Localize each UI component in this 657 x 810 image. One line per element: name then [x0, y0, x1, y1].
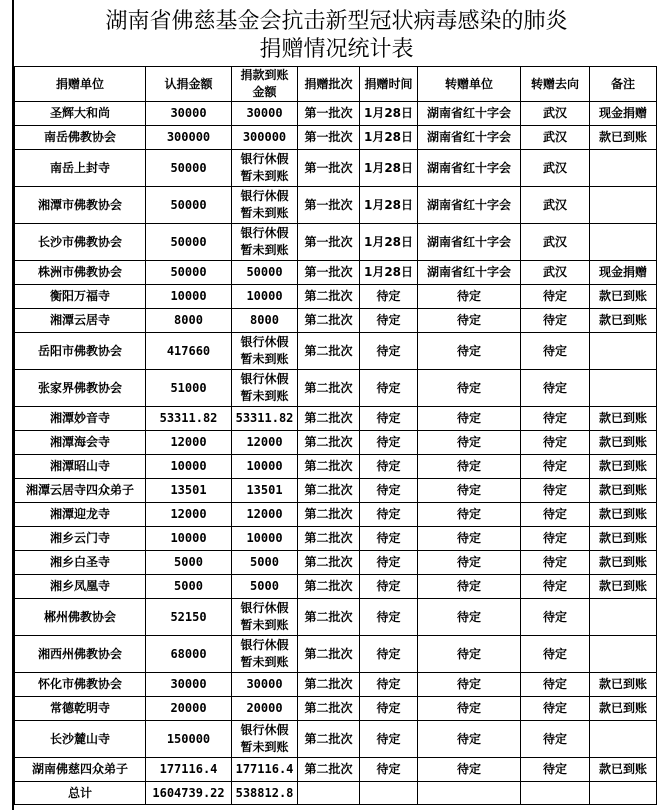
donor-cell: 岳阳市佛教协会 — [15, 333, 146, 370]
pledged-amount-cell: 20000 — [146, 697, 232, 721]
remark-cell: 现金捐赠 — [590, 261, 657, 285]
received-amount-cell: 30000 — [232, 102, 298, 126]
pledged-amount-cell: 8000 — [146, 309, 232, 333]
total-row — [15, 782, 657, 805]
donation-date-cell: 待定 — [360, 455, 418, 479]
donor-cell: 湖南佛慈四众弟子 — [15, 758, 146, 782]
table-row — [15, 333, 657, 370]
table-row — [15, 479, 657, 503]
table-row — [15, 224, 657, 261]
recipient-cell: 待定 — [418, 721, 521, 758]
donor-cell: 湘乡凤凰寺 — [15, 575, 146, 599]
destination-cell: 待定 — [521, 479, 590, 503]
table-row — [15, 636, 657, 673]
donation-date-cell: 待定 — [360, 599, 418, 636]
destination-cell: 武汉 — [521, 224, 590, 261]
pledged-amount-cell: 50000 — [146, 261, 232, 285]
donation-date-cell: 待定 — [360, 758, 418, 782]
table-row — [15, 187, 657, 224]
remark-cell: 款已到账 — [590, 479, 657, 503]
received-amount-cell: 5000 — [232, 551, 298, 575]
donor-cell: 湘潭昭山寺 — [15, 455, 146, 479]
donor-cell: 湘潭云居寺 — [15, 309, 146, 333]
batch-cell: 第二批次 — [298, 599, 360, 636]
batch-cell: 第一批次 — [298, 126, 360, 150]
pledged-amount-cell: 150000 — [146, 721, 232, 758]
destination-cell: 待定 — [521, 575, 590, 599]
pledged-amount-cell: 1604739.22 — [146, 782, 232, 805]
pledged-amount-cell: 53311.82 — [146, 407, 232, 431]
donor-cell: 湘潭妙音寺 — [15, 407, 146, 431]
donation-date-cell: 1月28日 — [360, 102, 418, 126]
remark-cell: 款已到账 — [590, 126, 657, 150]
recipient-cell: 待定 — [418, 551, 521, 575]
donor-cell: 衡阳万福寺 — [15, 285, 146, 309]
destination-cell: 武汉 — [521, 150, 590, 187]
pledged-amount-cell: 13501 — [146, 479, 232, 503]
table-row — [15, 261, 657, 285]
received-amount-cell: 10000 — [232, 285, 298, 309]
document-page — [12, 0, 657, 810]
table-row — [15, 758, 657, 782]
received-amount-cell: 10000 — [232, 527, 298, 551]
pledged-amount-cell: 300000 — [146, 126, 232, 150]
table-row — [15, 721, 657, 758]
donation-date-cell: 待定 — [360, 551, 418, 575]
batch-cell: 第一批次 — [298, 187, 360, 224]
pledged-amount-cell: 10000 — [146, 455, 232, 479]
destination-cell: 待定 — [521, 673, 590, 697]
pledged-amount-cell: 30000 — [146, 673, 232, 697]
destination-cell: 待定 — [521, 551, 590, 575]
recipient-cell: 待定 — [418, 673, 521, 697]
donor-cell: 怀化市佛教协会 — [15, 673, 146, 697]
remark-cell: 款已到账 — [590, 431, 657, 455]
table-header-row — [15, 67, 657, 102]
donor-cell: 湘潭海会寺 — [15, 431, 146, 455]
destination-cell: 待定 — [521, 758, 590, 782]
donation-date-cell: 1月28日 — [360, 261, 418, 285]
destination-cell: 待定 — [521, 285, 590, 309]
recipient-cell: 待定 — [418, 479, 521, 503]
destination-cell: 待定 — [521, 599, 590, 636]
batch-cell: 第二批次 — [298, 285, 360, 309]
recipient-cell: 待定 — [418, 575, 521, 599]
recipient-cell: 待定 — [418, 527, 521, 551]
destination-cell: 待定 — [521, 636, 590, 673]
destination-cell: 待定 — [521, 370, 590, 407]
remark-cell: 款已到账 — [590, 575, 657, 599]
donor-cell: 湘西州佛教协会 — [15, 636, 146, 673]
recipient-cell: 待定 — [418, 370, 521, 407]
batch-cell: 第二批次 — [298, 575, 360, 599]
table-row — [15, 285, 657, 309]
remark-cell: 款已到账 — [590, 758, 657, 782]
destination-cell: 待定 — [521, 431, 590, 455]
donation-date-cell: 待定 — [360, 285, 418, 309]
table-row — [15, 697, 657, 721]
received-amount-cell: 12000 — [232, 503, 298, 527]
batch-cell: 第二批次 — [298, 697, 360, 721]
recipient-cell: 湖南省红十字会 — [418, 126, 521, 150]
table-row — [15, 673, 657, 697]
donor-cell: 郴州佛教协会 — [15, 599, 146, 636]
donor-cell: 张家界佛教协会 — [15, 370, 146, 407]
recipient-cell: 待定 — [418, 758, 521, 782]
batch-cell: 第二批次 — [298, 503, 360, 527]
recipient-cell: 待定 — [418, 455, 521, 479]
column-header-remark: 备注 — [590, 67, 657, 102]
recipient-cell: 湖南省红十字会 — [418, 224, 521, 261]
recipient-cell: 待定 — [418, 599, 521, 636]
destination-cell: 待定 — [521, 503, 590, 527]
table-row — [15, 309, 657, 333]
received-amount-cell: 银行休假暂未到账 — [232, 599, 298, 636]
pledged-amount-cell: 5000 — [146, 575, 232, 599]
donor-cell: 株洲市佛教协会 — [15, 261, 146, 285]
table-row — [15, 575, 657, 599]
donor-cell: 湘潭市佛教协会 — [15, 187, 146, 224]
received-amount-cell: 银行休假暂未到账 — [232, 370, 298, 407]
title-line-1: 湖南省佛慈基金会抗击新型冠状病毒感染的肺炎 — [105, 9, 568, 34]
donation-date-cell — [360, 782, 418, 805]
donation-date-cell: 1月28日 — [360, 224, 418, 261]
total-label: 总计 — [15, 782, 146, 805]
destination-cell: 武汉 — [521, 126, 590, 150]
remark-cell: 款已到账 — [590, 285, 657, 309]
donation-date-cell: 待定 — [360, 479, 418, 503]
received-amount-cell: 银行休假暂未到账 — [232, 150, 298, 187]
batch-cell: 第一批次 — [298, 224, 360, 261]
remark-cell: 款已到账 — [590, 455, 657, 479]
destination-cell: 待定 — [521, 527, 590, 551]
donation-date-cell: 待定 — [360, 333, 418, 370]
remark-cell — [590, 370, 657, 407]
column-header-destination: 转赠去向 — [521, 67, 590, 102]
donation-date-cell: 1月28日 — [360, 187, 418, 224]
table-row — [15, 126, 657, 150]
recipient-cell: 待定 — [418, 697, 521, 721]
donor-cell: 湘潭云居寺四众弟子 — [15, 479, 146, 503]
remark-cell: 款已到账 — [590, 407, 657, 431]
batch-cell: 第二批次 — [298, 551, 360, 575]
destination-cell: 待定 — [521, 309, 590, 333]
destination-cell: 武汉 — [521, 187, 590, 224]
remark-cell — [590, 721, 657, 758]
pledged-amount-cell: 417660 — [146, 333, 232, 370]
destination-cell — [521, 782, 590, 805]
donation-date-cell: 1月28日 — [360, 150, 418, 187]
destination-cell: 待定 — [521, 697, 590, 721]
table-row — [15, 599, 657, 636]
remark-cell: 款已到账 — [590, 503, 657, 527]
received-amount-cell: 8000 — [232, 309, 298, 333]
batch-cell: 第二批次 — [298, 758, 360, 782]
donor-cell: 湘乡云门寺 — [15, 527, 146, 551]
table-row — [15, 431, 657, 455]
donation-date-cell: 待定 — [360, 431, 418, 455]
remark-cell — [590, 636, 657, 673]
donation-date-cell: 待定 — [360, 673, 418, 697]
donor-cell: 湘乡白圣寺 — [15, 551, 146, 575]
remark-cell: 现金捐赠 — [590, 102, 657, 126]
batch-cell — [298, 782, 360, 805]
donation-date-cell: 待定 — [360, 721, 418, 758]
donor-cell: 南岳上封寺 — [15, 150, 146, 187]
batch-cell: 第一批次 — [298, 102, 360, 126]
donor-cell: 南岳佛教协会 — [15, 126, 146, 150]
donation-date-cell: 待定 — [360, 370, 418, 407]
remark-cell: 款已到账 — [590, 527, 657, 551]
remark-cell — [590, 150, 657, 187]
pledged-amount-cell: 10000 — [146, 285, 232, 309]
column-header-donor: 捐赠单位 — [15, 67, 146, 102]
recipient-cell: 待定 — [418, 503, 521, 527]
recipient-cell: 待定 — [418, 309, 521, 333]
destination-cell: 待定 — [521, 721, 590, 758]
recipient-cell: 湖南省红十字会 — [418, 261, 521, 285]
recipient-cell: 湖南省红十字会 — [418, 187, 521, 224]
title-line-2: 捐赠情况统计表 — [259, 37, 414, 62]
pledged-amount-cell: 12000 — [146, 503, 232, 527]
remark-cell — [590, 599, 657, 636]
recipient-cell: 待定 — [418, 333, 521, 370]
pledged-amount-cell: 68000 — [146, 636, 232, 673]
column-header-recipient: 转赠单位 — [418, 67, 521, 102]
table-row — [15, 102, 657, 126]
batch-cell: 第二批次 — [298, 673, 360, 697]
remark-cell: 款已到账 — [590, 673, 657, 697]
pledged-amount-cell: 5000 — [146, 551, 232, 575]
column-header-received-amount: 捐款到账金额 — [232, 67, 298, 102]
pledged-amount-cell: 50000 — [146, 187, 232, 224]
remark-cell: 款已到账 — [590, 309, 657, 333]
recipient-cell: 待定 — [418, 285, 521, 309]
destination-cell: 武汉 — [521, 102, 590, 126]
batch-cell: 第二批次 — [298, 309, 360, 333]
received-amount-cell: 50000 — [232, 261, 298, 285]
batch-cell: 第一批次 — [298, 150, 360, 187]
recipient-cell: 湖南省红十字会 — [418, 102, 521, 126]
table-row — [15, 455, 657, 479]
donation-table — [14, 66, 657, 805]
table-row — [15, 370, 657, 407]
received-amount-cell: 13501 — [232, 479, 298, 503]
destination-cell: 待定 — [521, 407, 590, 431]
column-header-batch: 捐赠批次 — [298, 67, 360, 102]
table-row — [15, 150, 657, 187]
received-amount-cell: 538812.8 — [232, 782, 298, 805]
received-amount-cell: 银行休假暂未到账 — [232, 224, 298, 261]
pledged-amount-cell: 12000 — [146, 431, 232, 455]
remark-cell — [590, 333, 657, 370]
donation-date-cell: 待定 — [360, 407, 418, 431]
recipient-cell: 待定 — [418, 431, 521, 455]
donation-date-cell: 待定 — [360, 575, 418, 599]
received-amount-cell: 12000 — [232, 431, 298, 455]
received-amount-cell: 5000 — [232, 575, 298, 599]
pledged-amount-cell: 177116.4 — [146, 758, 232, 782]
donation-date-cell: 待定 — [360, 527, 418, 551]
table-body — [15, 102, 657, 805]
received-amount-cell: 银行休假暂未到账 — [232, 636, 298, 673]
destination-cell: 待定 — [521, 333, 590, 370]
donor-cell: 长沙麓山寺 — [15, 721, 146, 758]
remark-cell — [590, 782, 657, 805]
recipient-cell: 待定 — [418, 407, 521, 431]
received-amount-cell: 10000 — [232, 455, 298, 479]
table-row — [15, 551, 657, 575]
received-amount-cell: 银行休假暂未到账 — [232, 187, 298, 224]
batch-cell: 第二批次 — [298, 333, 360, 370]
batch-cell: 第二批次 — [298, 527, 360, 551]
donor-cell: 长沙市佛教协会 — [15, 224, 146, 261]
received-amount-cell: 20000 — [232, 697, 298, 721]
batch-cell: 第二批次 — [298, 431, 360, 455]
pledged-amount-cell: 50000 — [146, 150, 232, 187]
table-row — [15, 527, 657, 551]
donation-date-cell: 待定 — [360, 503, 418, 527]
donation-date-cell: 待定 — [360, 636, 418, 673]
recipient-cell: 待定 — [418, 636, 521, 673]
recipient-cell — [418, 782, 521, 805]
pledged-amount-cell: 51000 — [146, 370, 232, 407]
batch-cell: 第二批次 — [298, 721, 360, 758]
received-amount-cell: 53311.82 — [232, 407, 298, 431]
received-amount-cell: 300000 — [232, 126, 298, 150]
recipient-cell: 湖南省红十字会 — [418, 150, 521, 187]
batch-cell: 第二批次 — [298, 636, 360, 673]
pledged-amount-cell: 10000 — [146, 527, 232, 551]
donor-cell: 圣辉大和尚 — [15, 102, 146, 126]
pledged-amount-cell: 30000 — [146, 102, 232, 126]
pledged-amount-cell: 50000 — [146, 224, 232, 261]
remark-cell — [590, 224, 657, 261]
batch-cell: 第二批次 — [298, 479, 360, 503]
column-header-pledged-amount: 认捐金额 — [146, 67, 232, 102]
batch-cell: 第一批次 — [298, 261, 360, 285]
pledged-amount-cell: 52150 — [146, 599, 232, 636]
remark-cell: 款已到账 — [590, 697, 657, 721]
remark-cell: 款已到账 — [590, 551, 657, 575]
donation-date-cell: 待定 — [360, 697, 418, 721]
donor-cell: 常德乾明寺 — [15, 697, 146, 721]
table-row — [15, 503, 657, 527]
donation-date-cell: 1月28日 — [360, 126, 418, 150]
destination-cell: 武汉 — [521, 261, 590, 285]
donor-cell: 湘潭迎龙寺 — [15, 503, 146, 527]
column-header-donation-date: 捐赠时间 — [360, 67, 418, 102]
destination-cell: 待定 — [521, 455, 590, 479]
table-row — [15, 407, 657, 431]
donation-date-cell: 待定 — [360, 309, 418, 333]
batch-cell: 第二批次 — [298, 407, 360, 431]
received-amount-cell: 177116.4 — [232, 758, 298, 782]
remark-cell — [590, 187, 657, 224]
received-amount-cell: 银行休假暂未到账 — [232, 721, 298, 758]
received-amount-cell: 银行休假暂未到账 — [232, 333, 298, 370]
batch-cell: 第二批次 — [298, 455, 360, 479]
document-title — [14, 0, 657, 66]
batch-cell: 第二批次 — [298, 370, 360, 407]
received-amount-cell: 30000 — [232, 673, 298, 697]
